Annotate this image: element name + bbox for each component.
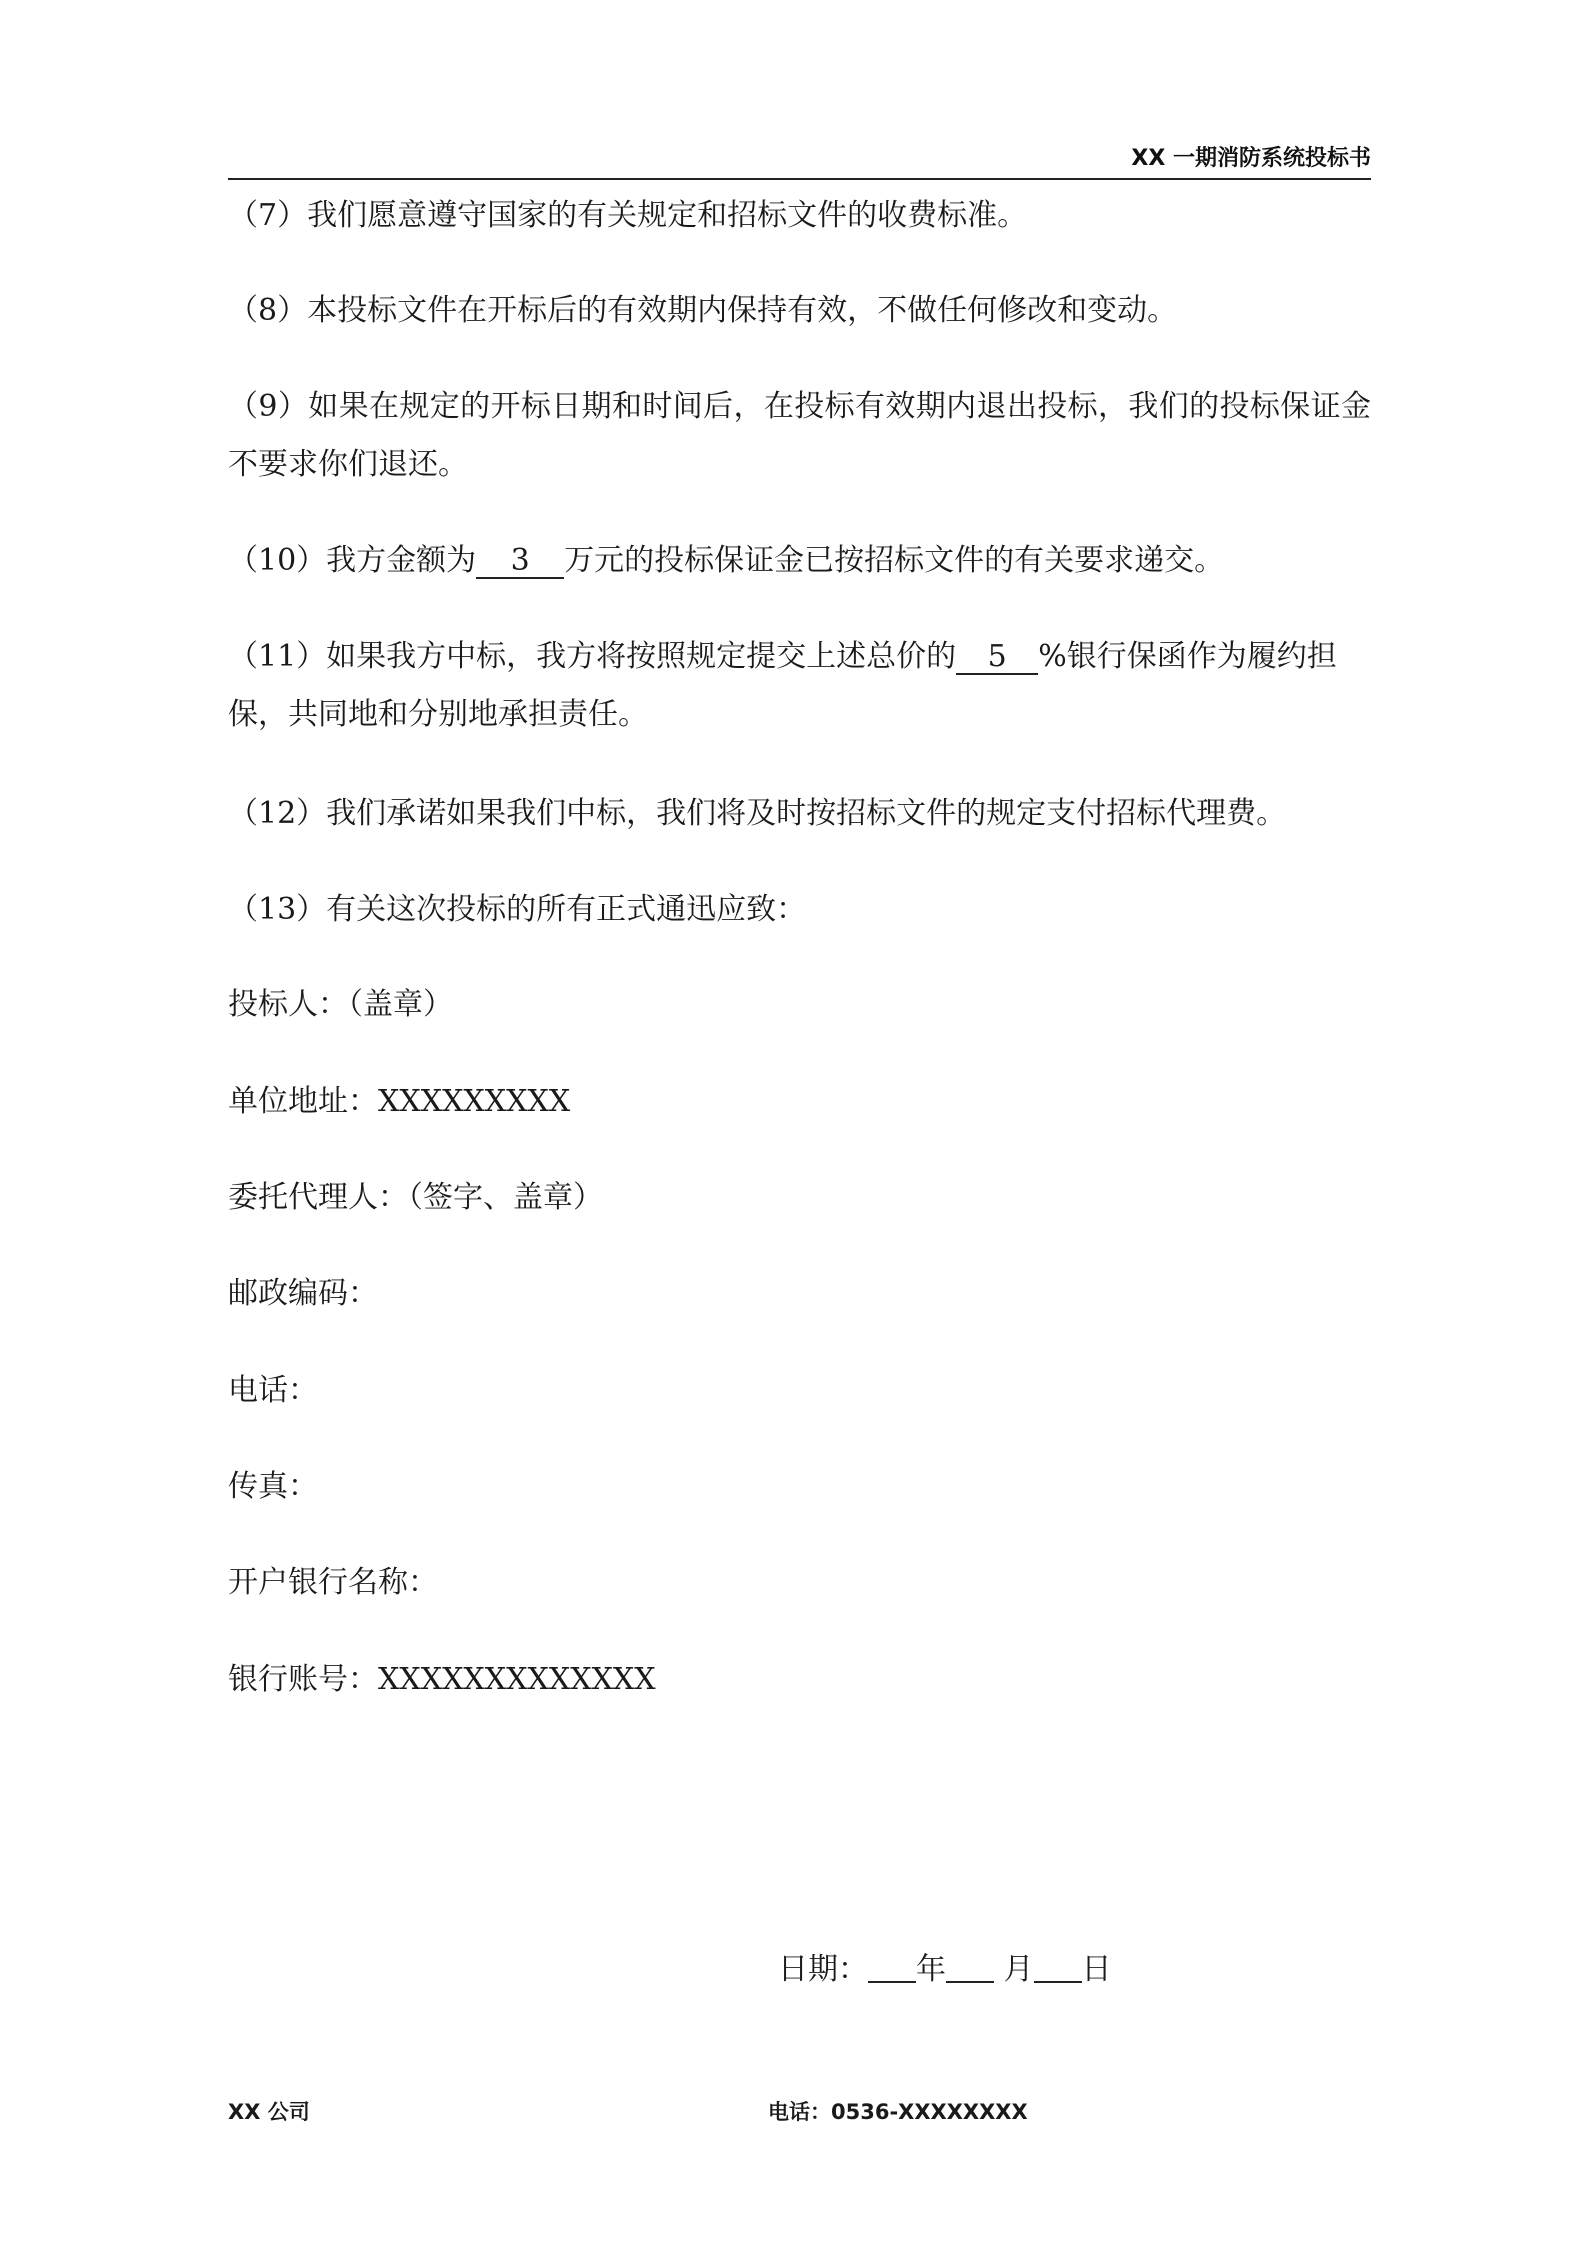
day-blank <box>1034 1951 1082 1983</box>
month-blank <box>946 1951 994 1983</box>
clause-11-suffix: %银行保函作为履约担保，共同地和分别地承担责任。 <box>228 639 1337 732</box>
clause-11 <box>228 628 1371 744</box>
clause-7: （7）我们愿意遵守国家的有关规定和招标文件的收费标准。 <box>228 198 1028 233</box>
month-label: 月 <box>1003 1952 1034 1987</box>
year-blank <box>868 1951 916 1983</box>
clause-9: （9）如果在规定的开标日期和时间后，在投标有效期内退出投标，我们的投标保证金不要求你们退还。 <box>228 389 1371 482</box>
year-label: 年 <box>916 1952 946 1987</box>
guarantee-percent-blank: 5 <box>956 641 1038 675</box>
footer-company: XX 公司 <box>228 2100 310 2124</box>
header-title: XX 一期消防系统投标书 <box>1131 146 1371 171</box>
day-label: 日 <box>1081 1952 1112 1987</box>
agent-field: 委托代理人：（签字、盖章） <box>228 1180 603 1215</box>
bank-account-field: 银行账号：XXXXXXXXXXXXX <box>228 1662 656 1697</box>
fax-field: 传真： <box>228 1469 318 1504</box>
clause-8: （8）本投标文件在开标后的有效期内保持有效，不做任何修改和变动。 <box>228 293 1178 328</box>
date-line <box>778 1950 1112 1990</box>
clause-12: （12）我们承诺如果我们中标，我们将及时按招标文件的规定支付招标代理费。 <box>228 796 1287 831</box>
clause-10 <box>228 532 1371 590</box>
address-field: 单位地址：XXXXXXXXX <box>228 1084 571 1119</box>
bidder-seal-field: 投标人：（盖章） <box>228 987 453 1022</box>
clause-13: （13）有关这次投标的所有正式通迅应致： <box>228 892 807 927</box>
bank-name-field: 开户银行名称： <box>228 1565 438 1600</box>
footer-phone: 电话：0536-XXXXXXXX <box>768 2100 1028 2124</box>
page-header <box>228 140 1371 180</box>
phone-field: 电话： <box>228 1373 318 1408</box>
clause-11-prefix: （11）如果我方中标，我方将按照规定提交上述总价的 <box>228 639 957 674</box>
clause-10-suffix: 万元的投标保证金已按招标文件的有关要求递交。 <box>564 543 1225 578</box>
date-label: 日期： <box>778 1952 868 1987</box>
postcode-field: 邮政编码： <box>228 1276 378 1311</box>
deposit-amount-blank: 3 <box>476 545 564 579</box>
clause-10-prefix: （10）我方金额为 <box>228 543 477 578</box>
